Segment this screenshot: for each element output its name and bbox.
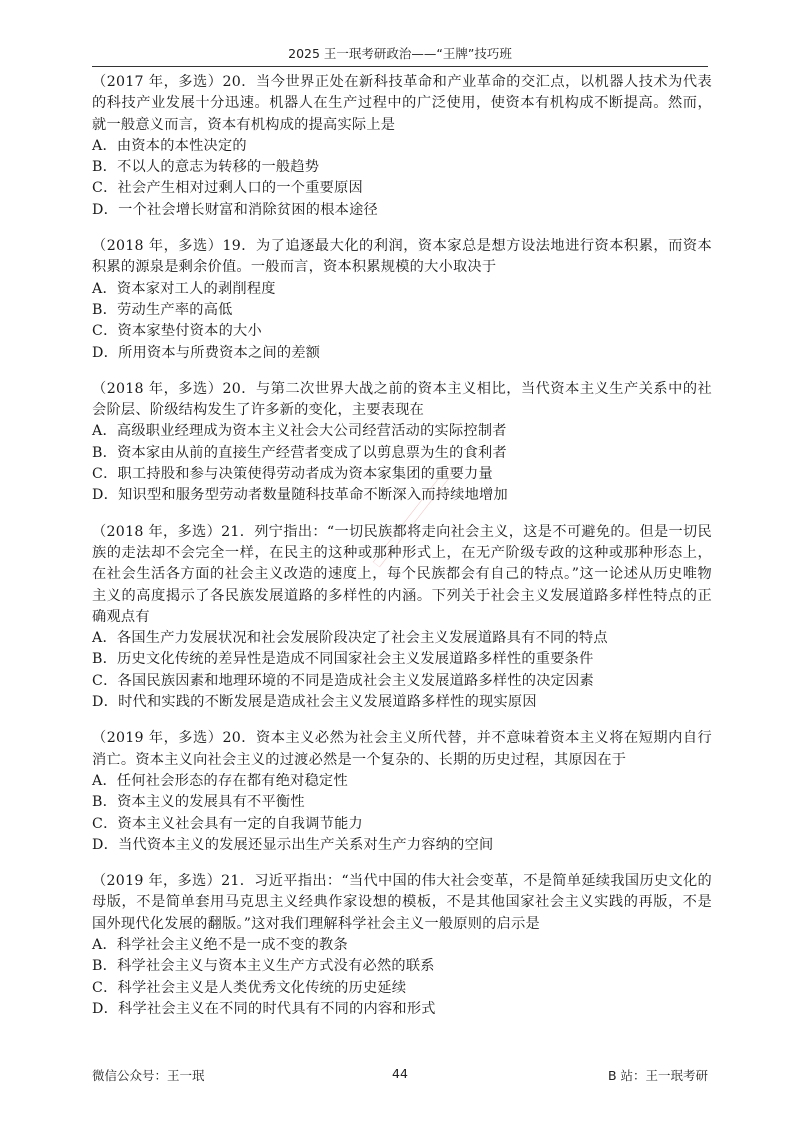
question-4 [92,522,712,714]
option-b: B．历史文化传统的差异性是造成不同国家社会主义发展道路多样性的重要条件 [92,651,594,668]
option-c: C．各国民族因素和地理环境的不同是造成社会主义发展道路多样性的决定因素 [92,672,594,689]
option-a: A．高级职业经理成为资本主义社会大公司经营活动的实际控制者 [92,423,507,440]
question-stem: （2019 年，多选）20．资本主义必然为社会主义所代替，并不意味着资本主义将在短期内自行消亡。资本主义向社会主义的过渡必然是一个复杂的、长期的历史过程，其原因在于 [92,730,712,768]
question-2 [92,236,712,364]
option-c: C．资本家垫付资本的大小 [92,323,262,340]
option-a: A．任何社会形态的存在都有绝对稳定性 [92,772,348,789]
question-1 [92,72,712,221]
option-c: C．资本主义社会具有一定的自我调节能力 [92,815,363,832]
option-c: C．科学社会主义是人类优秀文化传统的历史延续 [92,979,407,996]
page-number: 44 [392,1066,408,1081]
option-d: D．科学社会主义在不同的时代具有不同的内容和形式 [92,1000,436,1017]
option-a: A．科学社会主义绝不是一成不变的教条 [92,936,348,953]
question-stem: （2018 年，多选）19．为了追逐最大化的利润，资本家总是想方设法地进行资本积累，而资本积累的源泉是剩余价值。一般而言，资本积累规模的大小取决于 [92,238,712,276]
option-b: B．资本主义的发展具有不平衡性 [92,794,305,811]
option-a: A．资本家对工人的剥削程度 [92,280,276,297]
question-6 [92,871,712,1020]
question-stem: （2017 年，多选）20．当今世界正处在新科技革命和产业革命的交汇点，以机器人技术为代表的科技产业发展十分迅速。机器人在生产过程中的广泛使用，使资本有机构成不断提高。然而，就一般意义而言，资本有机构成的提高实际上是 [92,74,712,133]
question-stem: （2019 年，多选）21．习近平指出：“当代中国的伟大社会变革，不是简单延续我国历史文化的母版，不是简单套用马克思主义经典作家设想的模板，不是其他国家社会主义实践的再版，不是国外现代化发展的翻版。”这对我们理解科学社会主义一般原则的启示是 [92,873,712,932]
option-d: D．时代和实践的不断发展是造成社会主义发展道路多样性的现实原因 [92,694,537,711]
option-d: D．当代资本主义的发展还显示出生产关系对生产力容纳的空间 [92,836,494,853]
footer-bilibili: B 站：王一珉考研 [607,1068,708,1083]
option-c: C．职工持股和参与决策使得劳动者成为资本家集团的重要力量 [92,466,493,483]
option-a: A．各国生产力发展状况和社会发展阶段决定了社会主义发展道路具有不同的特点 [92,630,608,647]
option-b: B．资本家由从前的直接生产经营者变成了以剪息票为生的食利者 [92,444,507,461]
option-d: D．所用资本与所费资本之间的差额 [92,344,321,361]
option-b: B．科学社会主义与资本主义生产方式没有必然的联系 [92,958,435,975]
option-b: B．劳动生产率的高低 [92,301,233,318]
option-b: B．不以人的意志为转移的一般趋势 [92,159,320,176]
option-d: D．知识型和服务型劳动者数量随科技革命不断深入而持续地增加 [92,487,508,504]
question-list [92,72,712,1035]
question-5 [92,728,712,856]
option-c: C．社会产生相对过剩人口的一个重要原因 [92,180,363,197]
question-stem: （2018 年，多选）21．列宁指出：“一切民族都将走向社会主义，这是不可避免的。但是一切民族的走法却不会完全一样，在民主的这种或那种形式上，在无产阶级专政的这种或那种形态上，在社会生活各方面的社会主义改造的速度上，每个民族都会有自己的特点。”这一论述从历史唯物主义的高度揭示了各民族发展道路的多样性的内涵。下列关于社会主义发展道路多样性特点的正确观点有 [92,523,712,625]
page-header: 2025 王一珉考研政治——“王牌”技巧班 [92,44,708,67]
footer-wechat: 微信公众号：王一珉 [92,1068,205,1083]
option-d: D．一个社会增长财富和消除贫困的根本途径 [92,201,378,218]
question-stem: （2018 年，多选）20．与第二次世界大战之前的资本主义相比，当代资本主义生产关系中的社会阶层、阶级结构发生了许多新的变化，主要表现在 [92,380,712,419]
option-a: A．由资本的本性决定的 [92,137,247,154]
question-3 [92,379,712,507]
